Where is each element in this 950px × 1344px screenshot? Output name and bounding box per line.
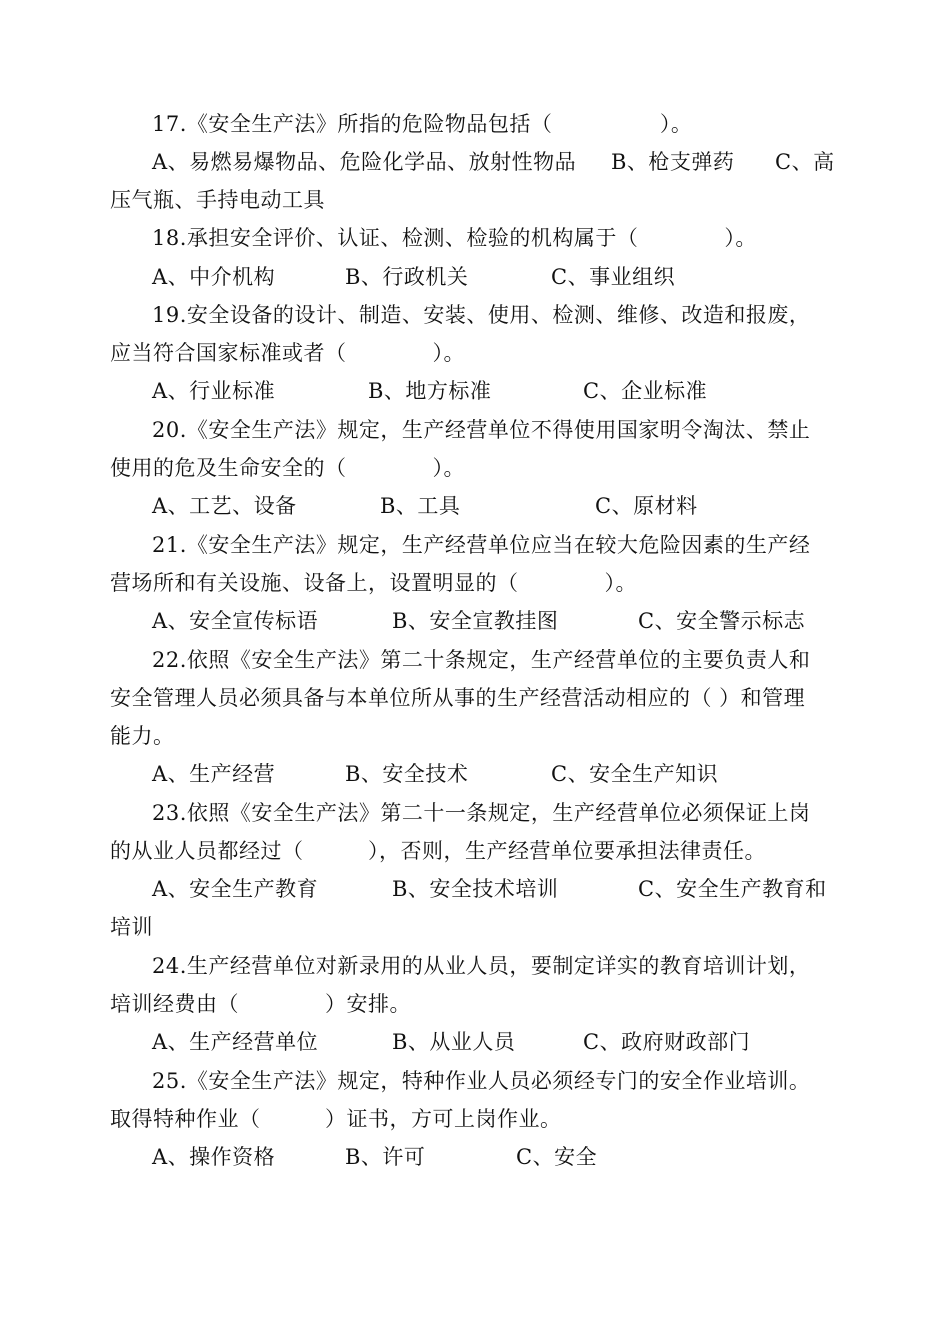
question-17-options [152, 150, 852, 174]
option-c: C、安全 [516, 1145, 598, 1169]
question-23-text-cont: 的从业人员都经过（ ），否则，生产经营单位要承担法律责任。 [110, 839, 766, 863]
question-23-option-continuation: 培训 [110, 915, 153, 939]
option-b: B、从业人员 [392, 1030, 516, 1054]
question-25-options [152, 1145, 852, 1169]
question-20-text-cont: 使用的危及生命安全的（ ）。 [110, 456, 465, 480]
question-25-text: 25.《安全生产法》规定，特种作业人员必须经专门的安全作业培训。 [152, 1069, 811, 1093]
question-23-options [152, 877, 852, 901]
question-24-options [152, 1030, 852, 1054]
question-24-text-cont: 培训经费由（ ）安排。 [110, 992, 411, 1016]
question-21-options [152, 609, 852, 633]
option-c: C、高 [775, 150, 835, 174]
question-20-options [152, 494, 852, 518]
question-22-text-cont: 安全管理人员必须具备与本单位所从事的生产经营活动相应的（ ）和管理 [110, 686, 806, 710]
question-22-options [152, 762, 852, 786]
option-a: A、操作资格 [152, 1145, 276, 1169]
question-19-text-cont: 应当符合国家标准或者（ ）。 [110, 341, 465, 365]
option-c: C、企业标准 [583, 379, 708, 403]
option-b: B、许可 [345, 1145, 426, 1169]
option-b: B、地方标准 [368, 379, 492, 403]
question-21-text-cont: 营场所和有关设施、设备上，设置明显的（ ）。 [110, 571, 637, 595]
question-20-text: 20.《安全生产法》规定，生产经营单位不得使用国家明令淘汰、禁止 [152, 418, 811, 442]
option-a: A、易燃易爆物品、危险化学品、放射性物品 [152, 150, 577, 174]
option-a: A、中介机构 [152, 265, 276, 289]
question-17-text: 17.《安全生产法》所指的危险物品包括（ ）。 [152, 112, 693, 136]
question-19-options [152, 379, 852, 403]
option-a: A、生产经营 [152, 762, 276, 786]
question-23-text: 23.依照《安全生产法》第二十一条规定，生产经营单位必须保证上岗 [152, 801, 811, 825]
question-22-text: 22.依照《安全生产法》第二十条规定，生产经营单位的主要负责人和 [152, 648, 811, 672]
option-a: A、安全宣传标语 [152, 609, 319, 633]
option-a: A、行业标准 [152, 379, 276, 403]
option-b: B、安全技术 [345, 762, 469, 786]
option-b: B、工具 [380, 494, 461, 518]
option-b: B、安全宣教挂图 [392, 609, 559, 633]
question-21-text: 21.《安全生产法》规定，生产经营单位应当在较大危险因素的生产经 [152, 533, 811, 557]
option-c: C、政府财政部门 [583, 1030, 751, 1054]
question-18-options [152, 265, 852, 289]
option-a: A、工艺、设备 [152, 494, 297, 518]
question-18-text: 18.承担安全评价、认证、检测、检验的机构属于（ ）。 [152, 226, 757, 250]
option-c: C、事业组织 [551, 265, 676, 289]
option-c: C、安全生产知识 [551, 762, 719, 786]
question-17-option-continuation: 压气瓶、手持电动工具 [110, 188, 325, 212]
option-c: C、原材料 [595, 494, 698, 518]
option-a: A、安全生产教育 [152, 877, 319, 901]
option-b: B、枪支弹药 [611, 150, 735, 174]
option-a: A、生产经营单位 [152, 1030, 319, 1054]
question-25-text-cont: 取得特种作业（ ）证书，方可上岗作业。 [110, 1107, 562, 1131]
option-c: C、安全生产教育和 [638, 877, 827, 901]
option-b: B、行政机关 [345, 265, 469, 289]
option-b: B、安全技术培训 [392, 877, 559, 901]
question-24-text: 24.生产经营单位对新录用的从业人员，要制定详实的教育培训计划， [152, 954, 811, 978]
question-19-text: 19.安全设备的设计、制造、安装、使用、检测、维修、改造和报废， [152, 303, 811, 327]
question-22-text-cont-2: 能力。 [110, 724, 175, 748]
option-c: C、安全警示标志 [638, 609, 806, 633]
